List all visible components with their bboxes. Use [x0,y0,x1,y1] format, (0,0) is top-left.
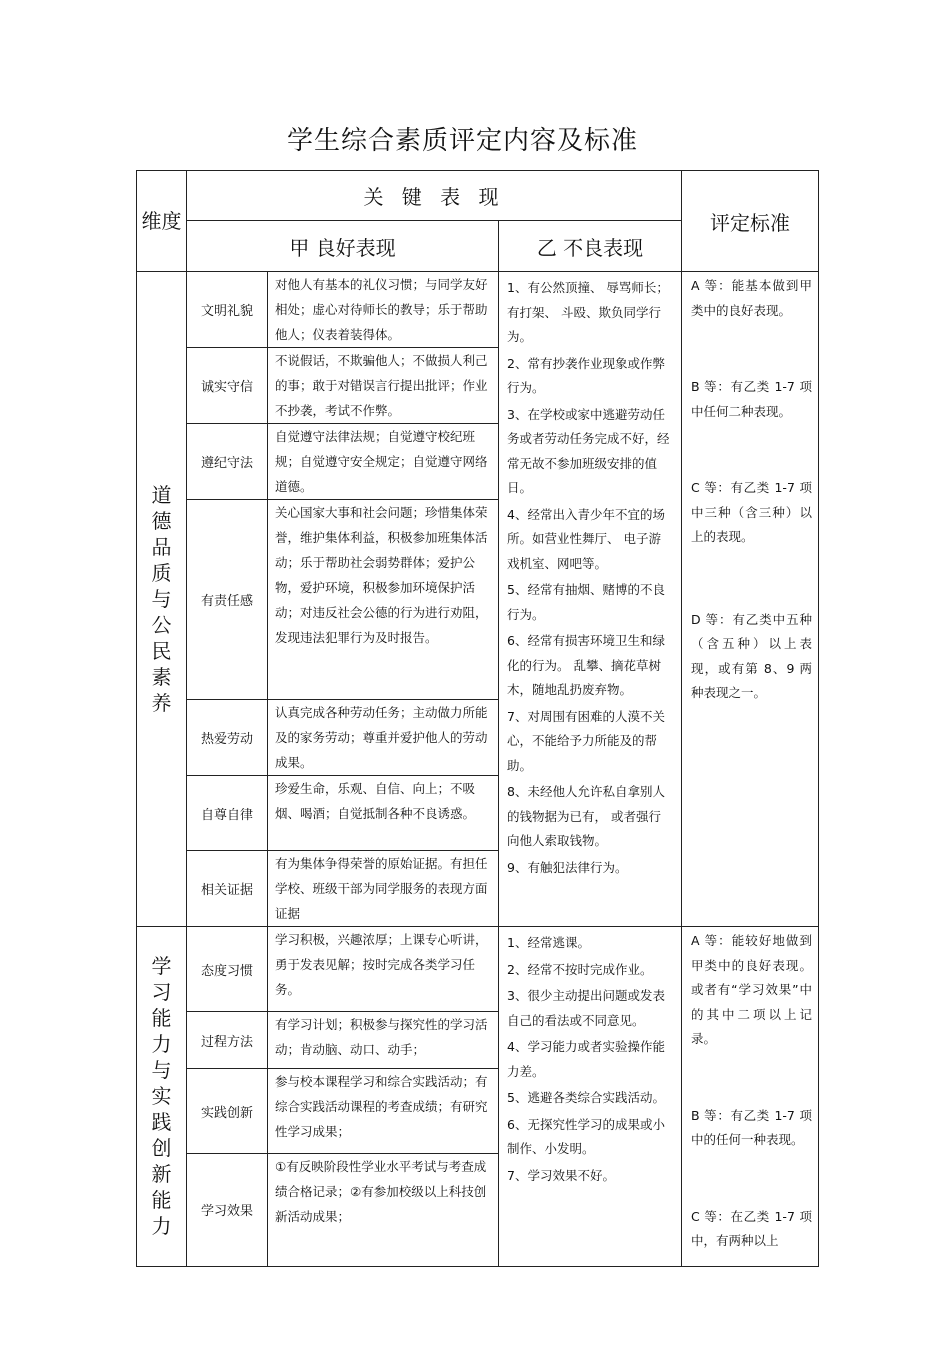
dimension-learning [137,927,187,1267]
item-good: 参与校本课程学习和综合实践活动；有综合实践活动课程的考查成绩；有研究性学习成果； [268,1069,499,1154]
dimension-char: 力 [151,1214,172,1239]
item-label: 有责任感 [187,500,268,700]
item-label: 自尊自律 [187,776,268,851]
bad-item: 6、无探究性学习的成果或小制作、小发明。 [507,1116,665,1156]
bad-item: 7、对周围有困难的人漠不关心，不能给予力所能及的帮助。 [507,708,665,773]
item-good: 学习积极，兴趣浓厚；上课专心听讲，勇于发表见解；按时完成各类学习任务。 [268,927,499,1012]
dimension-char: 实 [151,1084,172,1109]
item-label: 热爱劳动 [187,700,268,776]
dimension-char: 德 [151,509,172,533]
dimension-char: 养 [151,691,172,715]
dimension-char: 与 [151,587,172,611]
standard-moral [682,272,819,927]
header-standard: 评定标准 [682,171,819,272]
standard-learning [682,927,819,1267]
item-label: 遵纪守法 [187,424,268,500]
bad-performance-learning [499,927,682,1267]
page-title: 学生综合素质评定内容及标准 [286,126,638,156]
dimension-char: 学 [151,954,172,979]
header-key-performance: 关 键 表 现 [187,171,682,221]
header-good: 甲 良好表现 [187,221,499,272]
bad-item: 7、学习效果不好。 [507,1167,615,1183]
dimension-char: 创 [151,1136,172,1161]
dimension-char: 与 [151,1058,172,1083]
header-bad: 乙 不良表现 [499,221,682,272]
dimension-char: 品 [151,535,172,559]
item-good: 关心国家大事和社会问题；珍惜集体荣誉，维护集体利益，积极参加班集体活动；乐于帮助社会弱势群体；爱护公物，爱护环境，积极参加环境保护活动；对违反社会公德的行为进行劝阻，发现违法犯罪行为及时报告。 [268,500,499,700]
dimension-char: 能 [151,1006,172,1031]
dimension-char: 践 [151,1110,172,1135]
dimension-moral [137,272,187,927]
bad-item: 4、经常出入青少年不宜的场所。如营业性舞厅、 电子游戏机室、网吧等。 [507,506,665,571]
standard-item: A 等：能较好地做到甲类中的良好表现。或者有“学习效果”中的其中二项以上记录。 [691,933,812,1046]
bad-item: 4、学习能力或者实验操作能力差。 [507,1039,665,1079]
dimension-char: 质 [151,561,172,585]
item-label: 诚实守信 [187,348,268,424]
item-good: 有为集体争得荣誉的原始证据。有担任学校、班级干部为同学服务的表现方面证据 [268,851,499,927]
standard-item: C 等：在乙类 1-7 项中，有两种以上 [691,1208,812,1248]
dimension-char: 素 [151,665,172,689]
dimension-char: 习 [151,980,172,1005]
evaluation-table [136,170,819,1267]
item-label: 过程方法 [187,1012,268,1069]
standard-item: D 等：有乙类中五种（含五种）以上表现，或有第 8、9 两种表现之一。 [691,611,812,700]
item-good: 对他人有基本的礼仪习惯；与同学友好相处；虚心对待师长的教导；乐于帮助他人；仪表着装得体。 [268,272,499,348]
item-label: 实践创新 [187,1069,268,1154]
dimension-char: 能 [151,1188,172,1213]
bad-item: 3、在学校或家中逃避劳动任务或者劳动任务完成不好，经常无故不参加班级安排的值日。 [507,406,670,495]
dimension-char: 新 [151,1162,172,1187]
bad-item: 1、经常逃课。 [507,935,590,950]
item-good: 认真完成各种劳动任务；主动做力所能及的家务劳动；尊重并爱护他人的劳动成果。 [268,700,499,776]
bad-item: 1、有公然顶撞、 辱骂师长；有打架、 斗殴、欺负同学行为。 [507,280,669,344]
bad-item: 2、经常不按时完成作业。 [507,961,653,977]
bad-item: 2、常有抄袭作业现象或作弊行为。 [507,355,665,395]
bad-item: 5、逃避各类综合实践活动。 [507,1090,665,1105]
header-dimension: 维度 [137,171,187,272]
item-good: 有学习计划；积极参与探究性的学习活动；肯动脑、动口、动手； [268,1012,499,1069]
item-label: 文明礼貌 [187,272,268,348]
item-good: 不说假话，不欺骗他人；不做损人利己的事；敢于对错误言行提出批评；作业不抄袭，考试不作弊。 [268,348,499,424]
standard-item: A 等：能基本做到甲类中的良好表现。 [691,278,812,318]
bad-item: 9、有触犯法律行为。 [507,859,628,875]
dimension-char: 力 [151,1032,172,1057]
dimension-char: 民 [151,639,172,663]
bad-item: 5、经常有抽烟、赌博的不良行为。 [507,582,665,622]
bad-item: 6、经常有损害环境卫生和绿化的行为。 乱攀、摘花草树木，随地乱扔废弃物。 [507,633,665,697]
item-good: ①有反映阶段性学业水平考试与考查成绩合格记录；②有参加校级以上科技创新活动成果； [268,1154,499,1266]
standard-item: C 等：有乙类 1-7 项中三种（含三种）以上的表现。 [691,480,812,544]
bad-item: 3、很少主动提出问题或发表自己的看法或不同意见。 [507,988,665,1028]
standard-item: B 等：有乙类 1-7 项中任何二种表现。 [691,379,812,419]
item-label: 学习效果 [187,1154,268,1266]
dimension-char: 公 [151,613,172,637]
bad-performance-moral [499,272,682,927]
item-label: 相关证据 [187,851,268,927]
bad-item: 8、未经他人允许私自拿别人的钱物据为已有， 或者强行向他人索取钱物。 [507,784,665,848]
item-good: 自觉遵守法律法规；自觉遵守校纪班规；自觉遵守安全规定；自觉遵守网络道德。 [268,424,499,500]
item-good: 珍爱生命，乐观、自信、向上；不吸烟、喝酒；自觉抵制各种不良诱惑。 [268,776,499,851]
standard-item: B 等：有乙类 1-7 项中的任何一种表现。 [691,1107,812,1147]
item-label: 态度习惯 [187,927,268,1012]
dimension-char: 道 [151,483,172,507]
